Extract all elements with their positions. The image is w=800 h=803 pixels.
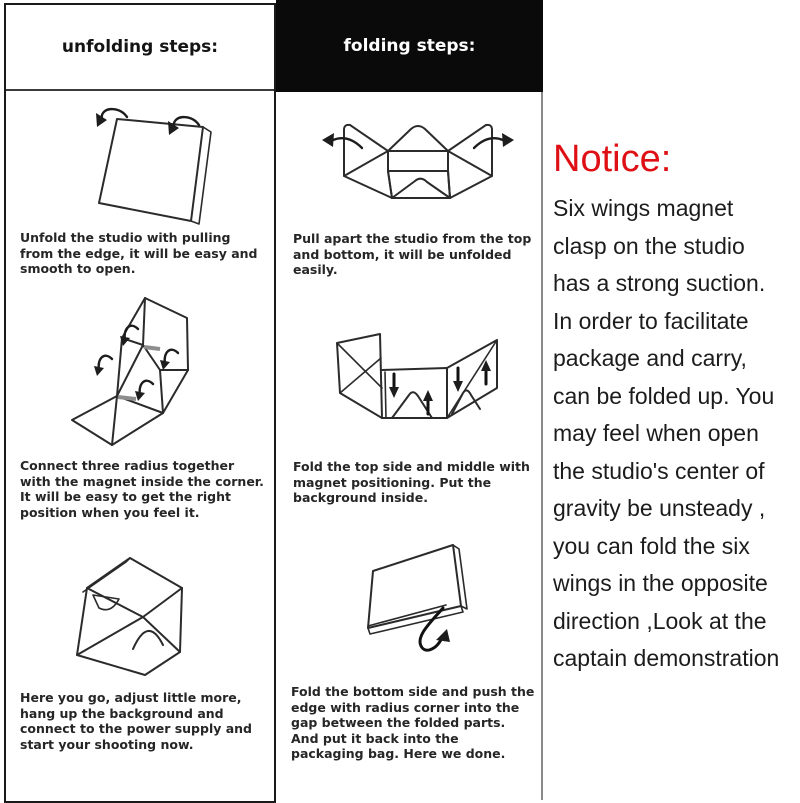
notice-line: Six wings magnet <box>553 195 734 221</box>
assembled-studio-box-diagram-icon <box>55 545 245 685</box>
notice-line: captain demonstration <box>553 645 780 671</box>
notice-line: you can fold the six <box>553 532 750 559</box>
notice-text <box>553 190 798 678</box>
folding-steps-header: folding steps: <box>276 0 543 92</box>
notice-line: direction ,Look at the <box>553 607 767 634</box>
unfolding-step-2-caption: Connect three radius together with the magnet inside the corner. It will be easy to get the right position when you feel it. <box>20 458 264 520</box>
flat-spread-pull-apart-diagram-icon <box>300 108 530 223</box>
folding-step-2-caption: Fold the top side and middle with magnet positioning. Put the background inside. <box>293 459 530 505</box>
folded-studio-pull-corners-diagram-icon <box>75 103 245 228</box>
folded-flat-tuck-edge-diagram-icon <box>350 538 530 683</box>
notice-line: can be folded up. You <box>553 382 775 409</box>
unfolding-step-1-caption: Unfold the studio with pulling from the edge, it will be easy and smooth to open. <box>20 230 258 276</box>
notice-line: the studio's center of <box>553 457 765 484</box>
fold-sides-magnet-arrows-diagram-icon <box>308 328 523 443</box>
notice-title: Notice: <box>553 138 672 180</box>
unfolding-steps-header: unfolding steps: <box>6 5 274 91</box>
folding-step-3-caption: Fold the bottom side and push the edge with radius corner into the gap between the folded parts. And put it back into the packaging bag. Here we done. <box>291 684 535 761</box>
notice-line: In order to facilitate <box>553 307 749 334</box>
notice-line: wings in the opposite <box>553 570 768 596</box>
folding-step-1-caption: Pull apart the studio from the top and bottom, it will be unfolded easily. <box>293 231 532 277</box>
notice-line: gravity be unsteady , <box>553 495 766 521</box>
notice-line: may feel when open <box>553 420 759 446</box>
notice-line: clasp on the studio <box>553 232 745 259</box>
notice-line: package and carry, <box>553 345 747 371</box>
half-open-studio-fold-arrows-diagram-icon <box>60 293 220 458</box>
notice-line: has a strong suction. <box>553 270 766 296</box>
unfolding-step-3-caption: Here you go, adjust little more, hang up the background and connect to the power supply and start your shooting now. <box>20 690 253 752</box>
